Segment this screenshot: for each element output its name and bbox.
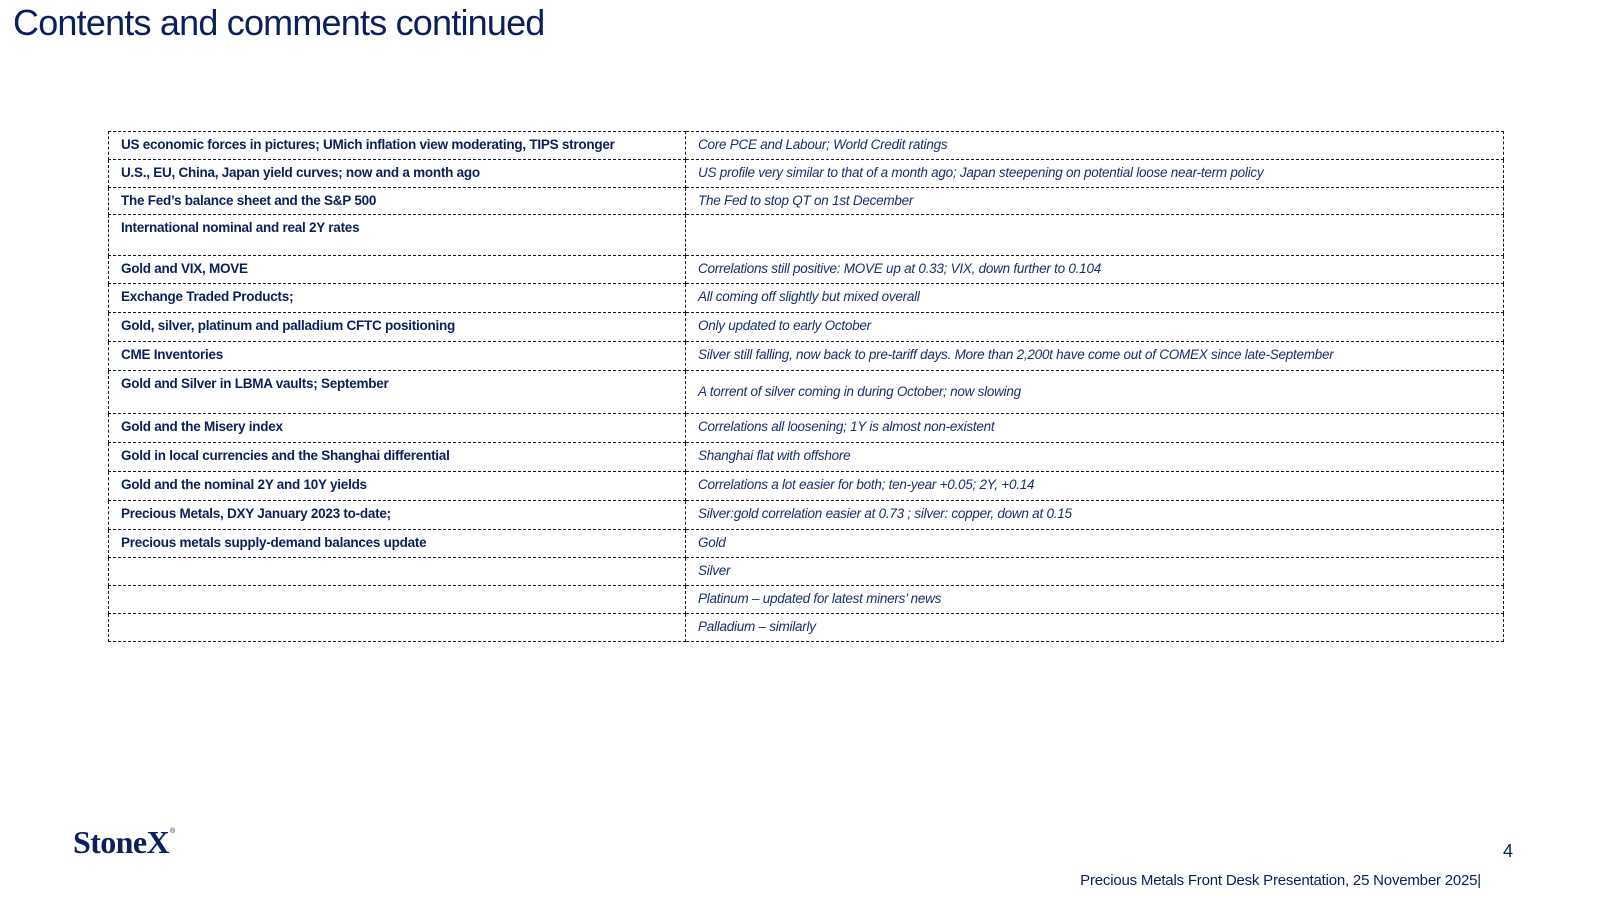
page-number: 4 [1503, 841, 1514, 861]
topic-cell: International nominal and real 2Y rates [109, 215, 686, 256]
topic-cell [109, 586, 686, 614]
logo-text: StoneX [73, 824, 169, 860]
topic-cell: Gold, silver, platinum and palladium CFTC positioning [109, 313, 686, 342]
table-row [109, 586, 1504, 614]
page-title: Contents and comments continued [13, 2, 545, 43]
table-row [109, 313, 1504, 342]
table-row [109, 342, 1504, 371]
table-row [109, 371, 1504, 414]
comment-cell [686, 215, 1504, 256]
table-row [109, 215, 1504, 256]
table-row [109, 188, 1504, 215]
comment-cell: Silver:gold correlation easier at 0.73 ; silver: copper, down at 0.15 [686, 501, 1504, 530]
table-row [109, 443, 1504, 472]
table-row [109, 256, 1504, 284]
comment-cell: All coming off slightly but mixed overall [686, 284, 1504, 313]
topic-cell: U.S., EU, China, Japan yield curves; now and a month ago [109, 160, 686, 188]
table-row [109, 160, 1504, 188]
comment-cell: Only updated to early October [686, 313, 1504, 342]
table-row [109, 284, 1504, 313]
topic-cell: The Fed’s balance sheet and the S&P 500 [109, 188, 686, 215]
topic-cell: Gold and Silver in LBMA vaults; September [109, 371, 686, 414]
topic-cell: US economic forces in pictures; UMich inflation view moderating, TIPS stronger [109, 132, 686, 160]
topic-cell: Gold in local currencies and the Shanghai differential [109, 443, 686, 472]
table-row [109, 501, 1504, 530]
topic-cell: Precious Metals, DXY January 2023 to-date; [109, 501, 686, 530]
table-row [109, 472, 1504, 501]
comment-cell: US profile very similar to that of a month ago; Japan steepening on potential loose near-term policy [686, 160, 1504, 188]
topic-cell: CME Inventories [109, 342, 686, 371]
comment-cell: A torrent of silver coming in during October; now slowing [686, 371, 1504, 414]
table-row [109, 530, 1504, 558]
comment-cell: Correlations a lot easier for both; ten-year +0.05; 2Y, +0.14 [686, 472, 1504, 501]
comment-cell: The Fed to stop QT on 1st December [686, 188, 1504, 215]
comment-cell: Correlations still positive: MOVE up at 0.33; VIX, down further to 0.104 [686, 256, 1504, 284]
table-row [109, 614, 1504, 642]
comment-cell: Palladium – similarly [686, 614, 1504, 642]
table-row [109, 132, 1504, 160]
comment-cell: Silver still falling, now back to pre-tariff days. More than 2,200t have come out of COMEX since late-September [686, 342, 1504, 371]
contents-table [108, 131, 1504, 642]
topic-cell [109, 614, 686, 642]
footer-text: Precious Metals Front Desk Presentation, 25 November 2025| [1080, 872, 1481, 889]
topic-cell [109, 558, 686, 586]
comment-cell: Core PCE and Labour; World Credit ratings [686, 132, 1504, 160]
comment-cell: Correlations all loosening; 1Y is almost non-existent [686, 414, 1504, 443]
table-row [109, 414, 1504, 443]
comment-cell: Silver [686, 558, 1504, 586]
topic-cell: Gold and the Misery index [109, 414, 686, 443]
registered-mark: ® [169, 828, 175, 835]
stonex-logo [73, 826, 175, 858]
topic-cell: Gold and VIX, MOVE [109, 256, 686, 284]
comment-cell: Platinum – updated for latest miners’ news [686, 586, 1504, 614]
topic-cell: Exchange Traded Products; [109, 284, 686, 313]
table-row [109, 558, 1504, 586]
topic-cell: Gold and the nominal 2Y and 10Y yields [109, 472, 686, 501]
comment-cell: Gold [686, 530, 1504, 558]
topic-cell: Precious metals supply-demand balances update [109, 530, 686, 558]
comment-cell: Shanghai flat with offshore [686, 443, 1504, 472]
